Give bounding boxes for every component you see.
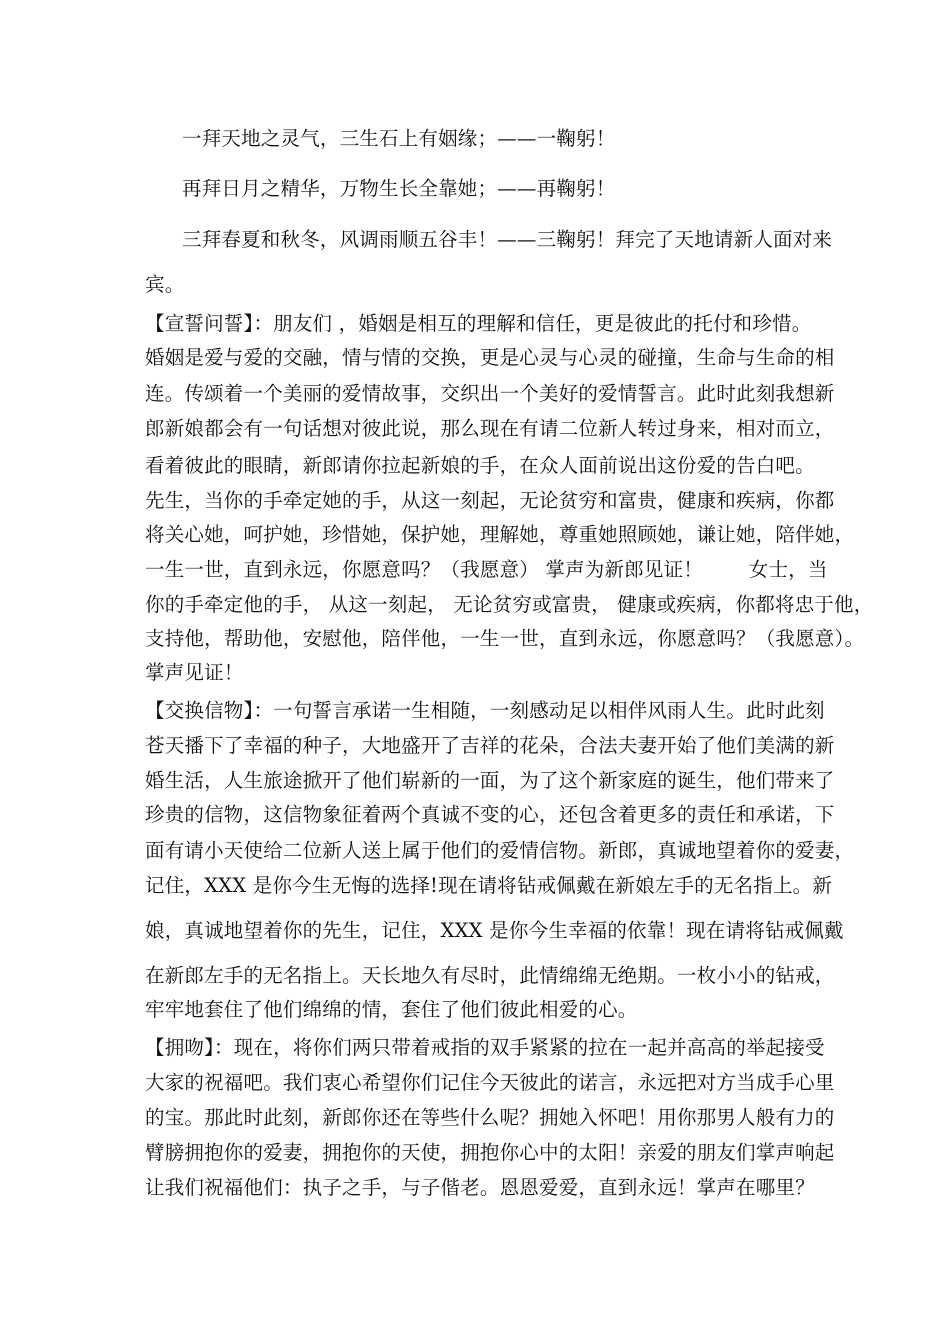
paragraph-line: 娘，真诚地望着你的先生，记住，XXX 是你今生幸福的依靠！现在请将钻戒佩戴	[145, 919, 844, 942]
section-exchange-line: 【交换信物】：一句誓言承诺一生相随，一刻感动足以相伴风雨人生。此时此刻	[145, 699, 825, 722]
paragraph-line: 将关心她，呵护她，珍惜她，保护她，理解她，尊重她照顾她，谦让她，陪伴她，	[145, 523, 855, 546]
paragraph-line: 先生，当你的手牵定她的手，从这一刻起，无论贫穷和富贵，健康和疾病，你都	[145, 489, 835, 512]
paragraph-line: 一拜天地之灵气，三生石上有姻缘；——一鞠躬！	[182, 127, 616, 150]
paragraph-line: 一生一世，直到永远，你愿意吗？（我愿意） 掌声为新郎见证！ 女士，当	[145, 558, 828, 581]
section-vow-line: 【宣誓问誓】：朋友们 ，婚姻是相互的理解和信任，更是彼此的托付和珍惜。	[145, 312, 812, 335]
paragraph-line: 的宝。那此时此刻，新郎你还在等些什么呢？拥她入怀吧！用你那男人般有力的	[145, 1106, 835, 1129]
paragraph-line: 看着彼此的眼睛，新郎请你拉起新娘的手，在众人面前说出这份爱的告白吧。	[145, 454, 815, 477]
paragraph-line: 郎新娘都会有一句话想对彼此说，那么现在有请二位新人转过身来，相对而立，	[145, 417, 835, 440]
paragraph-line: 苍天播下了幸福的种子，大地盛开了吉祥的花朵，合法夫妻开始了他们美满的新	[145, 734, 835, 757]
paragraph-line: 婚姻是爱与爱的交融，情与情的交换，更是心灵与心灵的碰撞，生命与生命的相	[145, 346, 835, 369]
paragraph-line: 大家的祝福吧。我们衷心希望你们记住今天彼此的诺言，永远把对方当成手心里	[145, 1071, 835, 1094]
paragraph-line: 记住，XXX 是你今生无悔的选择!现在请将钻戒佩戴在新娘左手的无名指上。新	[145, 874, 833, 897]
paragraph-line: 宾。	[145, 273, 185, 296]
paragraph-line: 婚生活，人生旅途掀开了他们崭新的一面，为了这个新家庭的诞生，他们带来了	[145, 769, 835, 792]
paragraph-line: 你的手牵定他的手， 从这一刻起， 无论贫穷或富贵， 健康或疾病，你都将忠于他，	[145, 593, 874, 616]
paragraph-line: 在新郎左手的无名指上。天长地久有尽时，此情绵绵无绝期。一枚小小的钻戒，	[145, 964, 835, 987]
paragraph-line: 面有请小天使给二位新人送上属于他们的爱情信物。新郎，真诚地望着你的爱妻，	[145, 839, 855, 862]
paragraph-line: 再拜日月之精华，万物生长全靠她；——再鞠躬！	[182, 177, 616, 200]
paragraph-line: 牢牢地套住了他们绵绵的情，套住了他们彼此相爱的心。	[145, 998, 638, 1021]
paragraph-line: 支持他，帮助他，安慰他，陪伴他，一生一世，直到永远，你愿意吗？（我愿意）。	[145, 627, 865, 650]
paragraph-line: 连。传颂着一个美丽的爱情故事，交织出一个美好的爱情誓言。此时此刻我想新	[145, 382, 835, 405]
paragraph-line: 三拜春夏和秋冬，风调雨顺五谷丰！——三鞠躬！拜完了天地请新人面对来	[182, 228, 833, 251]
paragraph-line: 臂膀拥抱你的爱妻，拥抱你的天使，拥抱你心中的太阳！亲爱的朋友们掌声响起	[145, 1141, 835, 1164]
paragraph-line: 掌声见证！	[145, 661, 244, 684]
section-kiss-line: 【拥吻】：现在，将你们两只带着戒指的双手紧紧的拉在一起并高高的举起接受	[145, 1036, 825, 1059]
paragraph-line: 珍贵的信物，这信物象征着两个真诚不变的心，还包含着更多的责任和承诺，下	[145, 803, 835, 826]
paragraph-line: 让我们祝福他们：执子之手，与子偕老。恩恩爱爱，直到永远！掌声在哪里？	[145, 1176, 815, 1199]
